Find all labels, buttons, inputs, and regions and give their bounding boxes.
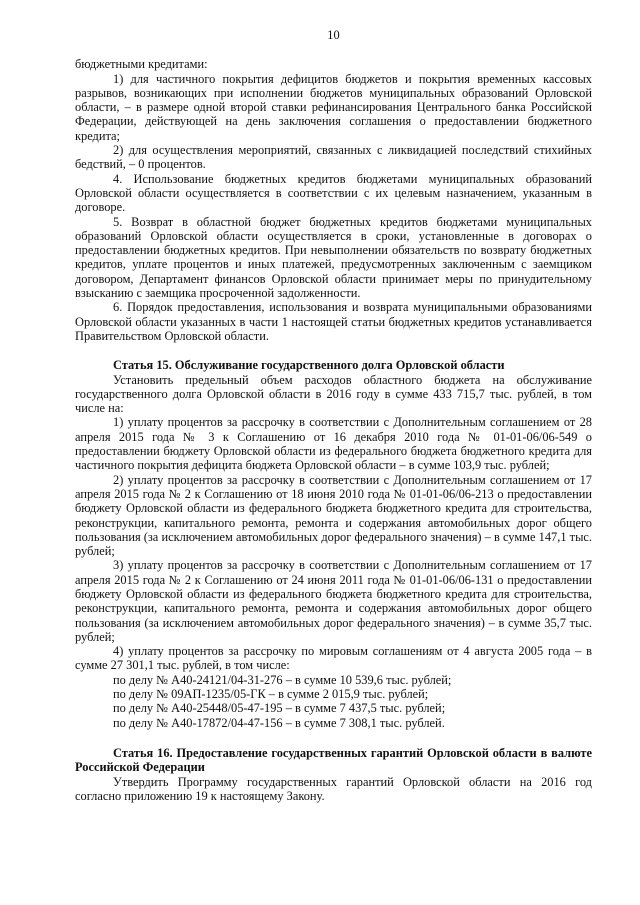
paragraph: 2) уплату процентов за рассрочку в соответствии с Дополнительным соглашением от 17 апреля 2015 года № 2 к Соглашению от 18 июня 2010 года № 01-01-06/06-213 о предоставлении бюджету Орловской области из федерального бюджета бюджетного кредита для строительства, реконструкции, капитального ремонта, ремонта и содержания автомобильных дорог общего пользования (за исключением автомобильных дорог федерального значения) – в сумме 147,1 тыс. рублей; — [75, 472, 592, 559]
paragraph: бюджетными кредитами: — [75, 57, 208, 72]
paragraph: 1) для частичного покрытия дефицитов бюджетов и покрытия временных кассовых разрывов, возникающих при исполнении бюджетов муниципальных образований Орловской области, – в размере одной второй ставки рефинансирования Центрального банка Российской Федерации, действующей на день заключения соглашения о предоставлении бюджетного кредита; — [75, 71, 592, 143]
paragraph: 2) для осуществления мероприятий, связанных с ликвидацией последствий стихийных бедствий, – 0 процентов. — [75, 143, 592, 172]
page-number: 10 — [327, 28, 340, 42]
article-16 — [75, 746, 592, 803]
paragraph: 1) уплату процентов за рассрочку в соответствии с Дополнительным соглашением от 28 апреля 2015 года № 3 к Соглашению от 16 декабря 2010 года № 01-01-06/06-549 о предоставлении бюджету Орловской области из федерального бюджета бюджетного кредита для частичного покрытия дефицита бюджета Орловской области – в сумме 103,9 тыс. рублей; — [75, 415, 592, 473]
paragraph: 3) уплату процентов за рассрочку в соответствии с Дополнительным соглашением от 17 апреля 2015 года № 2 к Соглашению от 24 июня 2011 года № 01-01-06/06-131 о предоставлении бюджету Орловской области из федерального бюджета бюджетного кредита для строительства, реконструкции, капитального ремонта, ремонта и содержания автомобильных дорог общего пользования (за исключением автомобильных дорог федерального значения) – в сумме 35,7 тыс. рублей; — [75, 558, 592, 644]
case-line: по делу № А40-17872/04-47-156 – в сумме 7 308,1 тыс. рублей. — [113, 715, 445, 730]
article-heading: Статья 15. Обслуживание государственного долга Орловской области — [113, 358, 505, 373]
article-heading: Статья 16. Предоставление государственных гарантий Орловской области в валюте Российской Федерации — [75, 745, 592, 775]
paragraph: 5. Возврат в областной бюджет бюджетных кредитов бюджетами муниципальных образований Орловской области осуществляется в сроки, установленные в договорах о предоставлении бюджетных кредитов. При невыполнении обязательств по возврату бюджетных кредитов, уплате процентов и иных платежей, предусмотренных заключенным с заемщиком договором, Департамент финансов Орловской области принимает меры по принудительному взысканию с заемщика просроченной задолженности. — [75, 214, 592, 301]
article-14-continuation — [75, 57, 592, 343]
paragraph: 4) уплату процентов за рассрочку по мировым соглашениям от 4 августа 2005 года – в сумме 27 301,1 тыс. рублей, в том числе: — [75, 644, 592, 673]
case-line: по делу № А40-25448/05-47-195 – в сумме 7 437,5 тыс. рублей; — [113, 701, 446, 716]
article-15 — [75, 358, 592, 730]
case-line: по делу № А40-24121/04-31-276 – в сумме 10 539,6 тыс. рублей; — [113, 672, 452, 687]
case-line: по делу № 09АП-1235/05-ГК – в сумме 2 015,9 тыс. рублей; — [113, 687, 429, 702]
paragraph: Утвердить Программу государственных гарантий Орловской области на 2016 год согласно приложению 19 к настоящему Закону. — [75, 774, 592, 803]
paragraph: 4. Использование бюджетных кредитов бюджетами муниципальных образований Орловской области осуществляется в соответствии с их целевым назначением, указанным в договоре. — [75, 171, 592, 215]
paragraph: 6. Порядок предоставления, использования и возврата муниципальными образованиями Орловской области указанных в части 1 настоящей статьи бюджетных кредитов устанавливается Правительством Орловской области. — [75, 300, 592, 343]
paragraph: Установить предельный объем расходов областного бюджета на обслуживание государственного долга Орловской области в 2016 году в сумме 433 715,7 тыс. рублей, в том числе на: — [75, 372, 592, 416]
